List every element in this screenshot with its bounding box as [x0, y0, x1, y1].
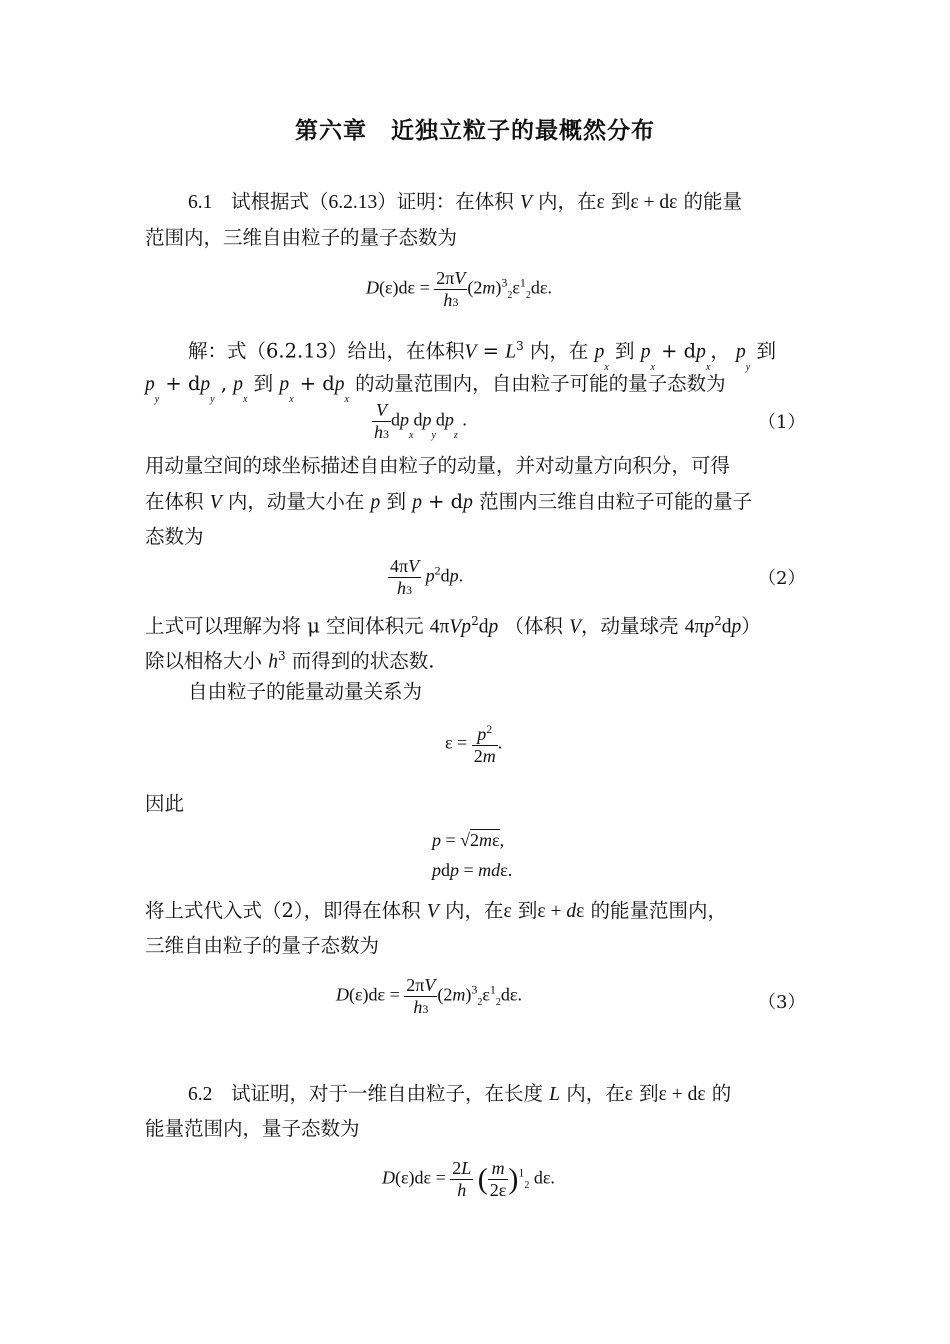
problem-6-1-line1: 6.1 试根据式（6.2.13）证明：在体积 V 内，在ε 到ε + dε 的能量: [188, 190, 743, 213]
equation-energy: ε = $\frac{p^2}{2m}$ .: [445, 722, 503, 766]
solution-line2: $p_y + dp_y$ , $p_x$ 到 $p_x + dp_x$ 的动量范围内，自由粒子可能的量子态数为: [145, 372, 726, 405]
equation-3-number: （3）: [758, 992, 806, 1013]
therefore-text: 因此: [145, 792, 185, 815]
solution-line1: 解：式（6.2.13）给出，在体积$V = L^3$ 内，在 $p_x$ 到 $p_x + dp_x$， $p_y$ 到: [188, 339, 776, 373]
formula-density-of-states-1d: D(ε)dε = $\frac{2L}{h}$ ( $\frac{m}{2\varepsilon}$ )$^1_2$ dε.: [382, 1158, 555, 1200]
formula-density-of-states-3d: D(ε)dε = $\frac{2\pi V}{h3}$ $(2m)^3_2\varepsilon^1_2d\varepsilon$.: [366, 268, 552, 310]
equation-p: p = √2mε,: [432, 830, 505, 850]
problem-6-2-line1: 6.2 试证明，对于一维自由粒子，在长度 L 内，在ε 到ε + dε 的: [188, 1082, 732, 1105]
paragraph-4: 自由粒子的能量动量关系为: [188, 680, 423, 703]
paragraph-5-line2: 三维自由粒子的量子态数为: [145, 934, 380, 957]
paragraph-5-line1: 将上式代入式（2），即得在体积 V 内，在ε 到ε + dε 的能量范围内，: [145, 899, 727, 922]
problem-6-1-line2: 范围内，三维自由粒子的量子态数为: [145, 226, 458, 249]
equation-2: $\frac{4\pi V}{h3}$ $p^2dp$.: [390, 556, 464, 598]
equation-2-number: （2）: [758, 568, 806, 589]
problem-6-2-line2: 能量范围内，量子态数为: [145, 1117, 360, 1140]
paragraph-3-line1: 上式可以理解为将 μ 空间体积元 4πVp$^2$dp （体积 V，动量球壳 $4\pi p^2dp$）: [145, 614, 761, 638]
chapter-title: 第六章 近独立粒子的最概然分布: [295, 118, 655, 144]
equation-1: $\frac{V}{h3}$ $dp_xdp_ydp_z$ .: [374, 400, 467, 442]
paragraph-2-line3: 态数为: [145, 525, 204, 548]
equation-1-number: （1）: [758, 412, 806, 433]
paragraph-2-line2: 在体积 V 内，动量大小在 p 到 p + dp 范围内三维自由粒子可能的量子: [145, 490, 753, 513]
equation-pdp: pdp = mdε.: [432, 860, 513, 880]
paragraph-3-line2: 除以相格大小 $h^3$ 而得到的状态数.: [145, 649, 435, 673]
equation-3: D(ε)dε = $\frac{2\pi V}{h3}$ $(2m)^3_2\varepsilon^1_2d\varepsilon$.: [336, 975, 522, 1017]
paragraph-2-line1: 用动量空间的球坐标描述自由粒子的动量，并对动量方向积分，可得: [145, 454, 731, 477]
